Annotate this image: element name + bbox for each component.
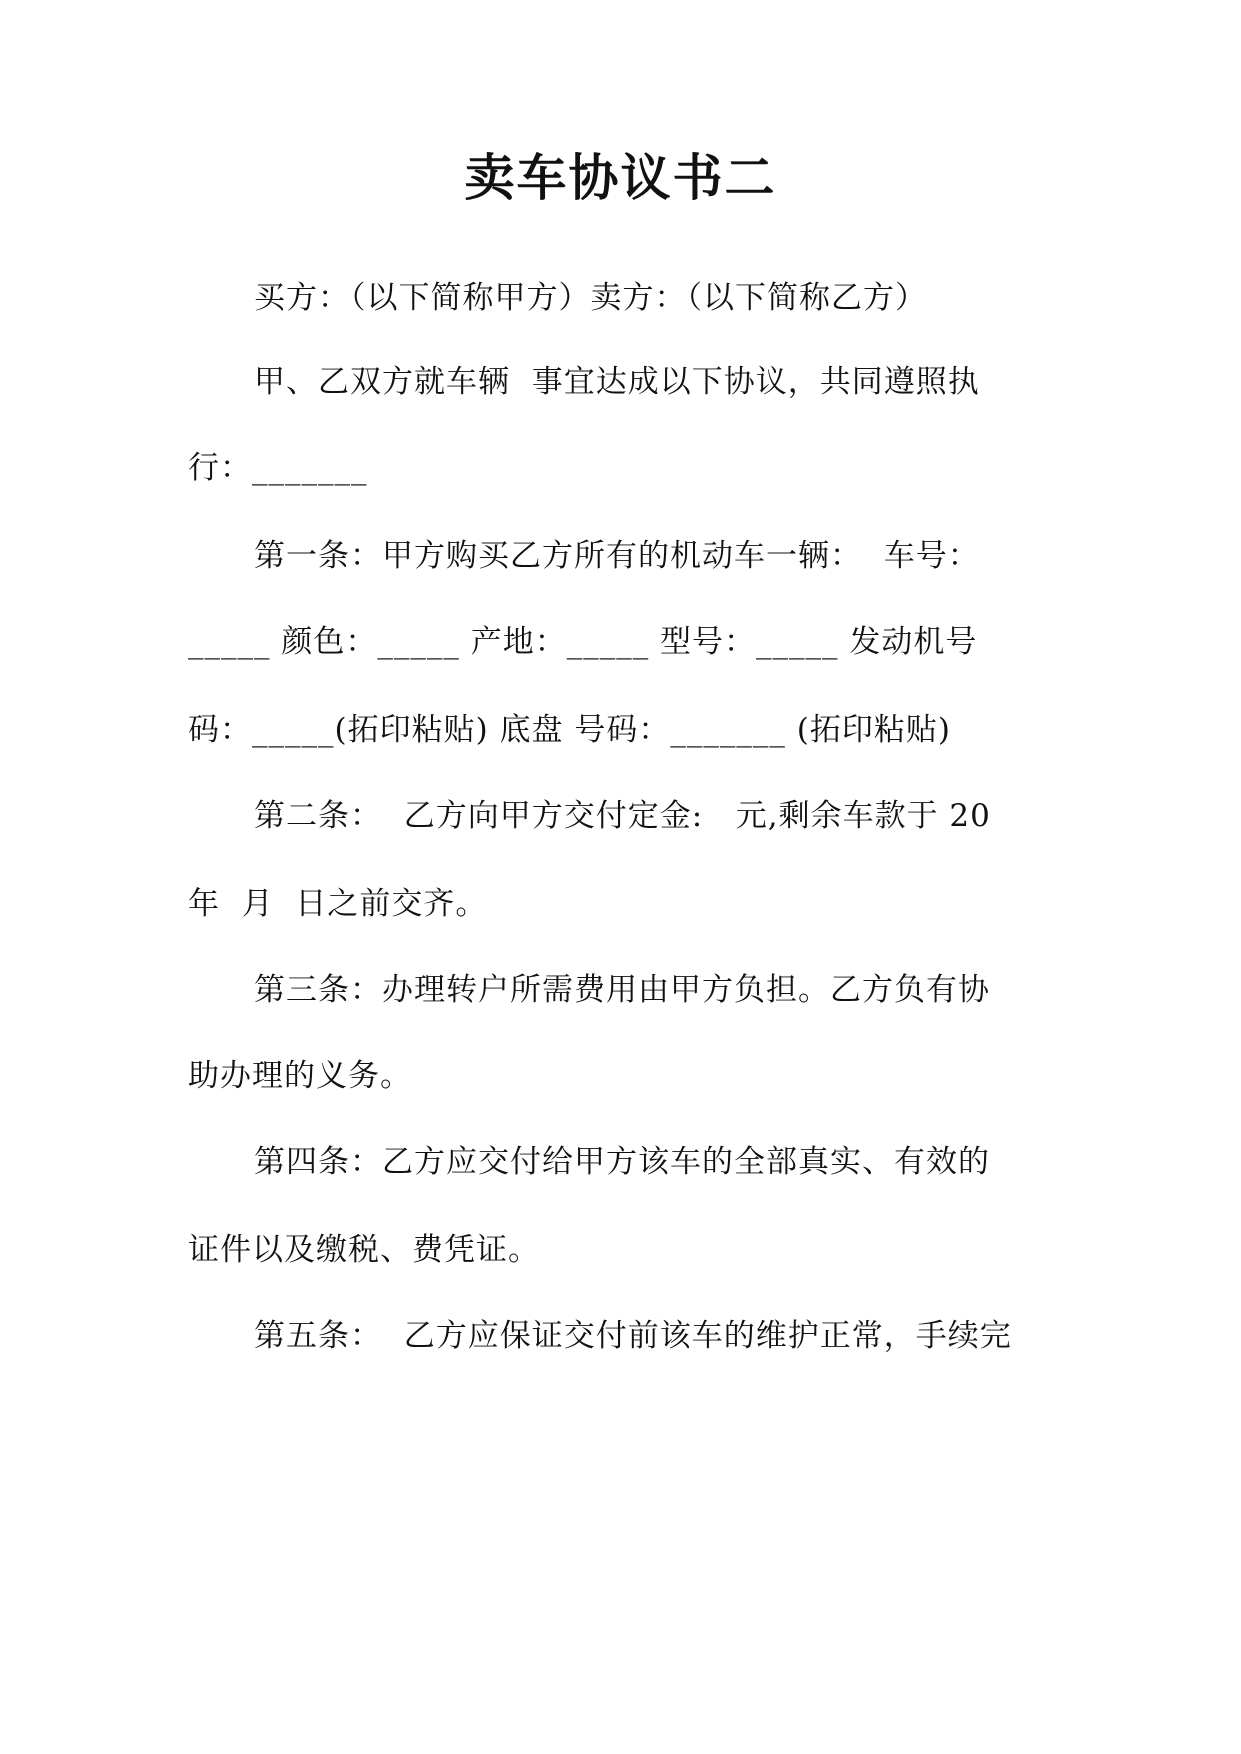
- party-line: 买方：（以下简称甲方）卖方：（以下简称乙方）: [254, 280, 927, 316]
- article-2-line-1: 第二条： 乙方向甲方交付定金: 元,剩余车款于 20: [254, 798, 991, 834]
- article-4-line-2: 证件以及缴税、费凭证。: [188, 1232, 540, 1268]
- agreement-intro-line-2: 行：_______: [188, 450, 368, 486]
- article-2-line-2: 年 月 日之前交齐。: [188, 886, 488, 922]
- article-1-line-3: 码：_____(拓印粘贴) 底盘 号码：_______ (拓印粘贴): [188, 712, 951, 748]
- article-3-line-1: 第三条：办理转户所需费用由甲方负担。乙方负有协: [254, 972, 990, 1008]
- article-4-line-1: 第四条：乙方应交付给甲方该车的全部真实、有效的: [254, 1144, 990, 1180]
- article-3-line-2: 助办理的义务。: [188, 1058, 412, 1094]
- document-title: 卖车协议书二: [464, 149, 777, 207]
- article-1-line-2: _____ 颜色：_____ 产地：_____ 型号：_____ 发动机号: [188, 624, 978, 660]
- article-1-line-1: 第一条：甲方购买乙方所有的机动车一辆： 车号：: [254, 538, 980, 574]
- agreement-intro-line-1: 甲、乙双方就车辆 事宜达成以下协议，共同遵照执: [254, 364, 980, 400]
- article-5-line-1: 第五条： 乙方应保证交付前该车的维护正常，手续完: [254, 1318, 1012, 1354]
